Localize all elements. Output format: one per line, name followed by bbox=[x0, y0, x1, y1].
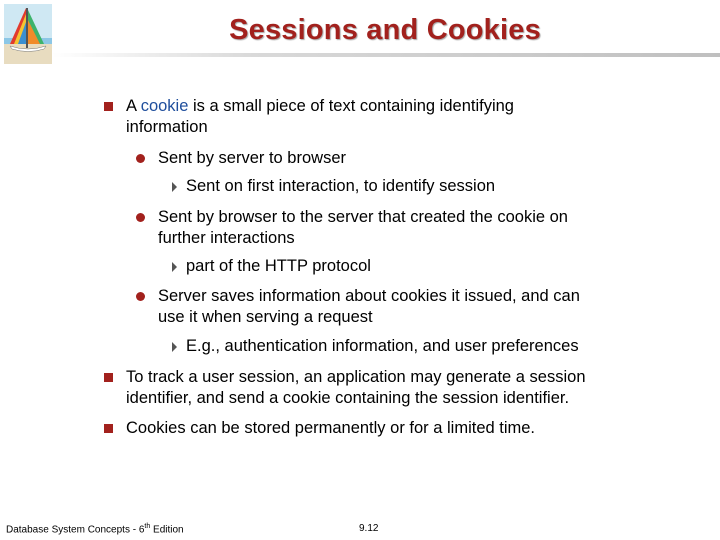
bullet-text: To track a user session, an application may generate a session bbox=[126, 368, 586, 386]
bullet-text: further interactions bbox=[158, 229, 295, 247]
highlight-term-cookie: cookie bbox=[140, 97, 189, 115]
bullet-text: Server saves information about cookies it issued, and can bbox=[158, 287, 580, 305]
bullet-first-interaction: Sent on first interaction, to identify session bbox=[186, 177, 496, 195]
bullet-cookie-definition bbox=[126, 96, 686, 138]
square-bullet-icon bbox=[104, 373, 113, 382]
square-bullet-icon bbox=[104, 424, 113, 433]
round-bullet-icon bbox=[136, 154, 145, 163]
bullet-text: is a small piece of text containing identifying bbox=[188, 97, 514, 115]
footer-superscript: th bbox=[144, 523, 151, 530]
arrow-bullet-icon bbox=[172, 342, 177, 352]
round-bullet-icon bbox=[136, 292, 145, 301]
bullet-auth-info: E.g., authentication information, and user preferences bbox=[186, 337, 579, 355]
arrow-bullet-icon bbox=[172, 262, 177, 272]
footer-page-number: 9.12 bbox=[359, 523, 379, 534]
bullet-cookie-storage: Cookies can be stored permanently or for a limited time. bbox=[126, 419, 536, 437]
bullet-track-session bbox=[126, 367, 686, 409]
bullet-text: A bbox=[126, 97, 141, 115]
bullet-http-protocol: part of the HTTP protocol bbox=[186, 257, 371, 275]
bullet-text: identifier, and send a cookie containing the session identifier. bbox=[126, 389, 570, 407]
footer-book-title bbox=[6, 523, 184, 535]
square-bullet-icon bbox=[104, 102, 113, 111]
footer-text: Edition bbox=[150, 524, 184, 536]
round-bullet-icon bbox=[136, 213, 145, 222]
bullet-sent-by-server: Sent by server to browser bbox=[158, 149, 346, 167]
arrow-bullet-icon bbox=[172, 182, 177, 192]
bullet-sent-by-browser bbox=[158, 207, 678, 249]
footer-text: Database System Concepts - 6 bbox=[6, 524, 145, 536]
slide-title: Sessions and Cookies bbox=[229, 14, 541, 46]
bullet-text: use it when serving a request bbox=[158, 308, 373, 326]
bullet-text: information bbox=[126, 118, 208, 136]
bullet-text: Sent by browser to the server that created the cookie on bbox=[158, 208, 568, 226]
bullet-server-saves bbox=[158, 286, 678, 328]
